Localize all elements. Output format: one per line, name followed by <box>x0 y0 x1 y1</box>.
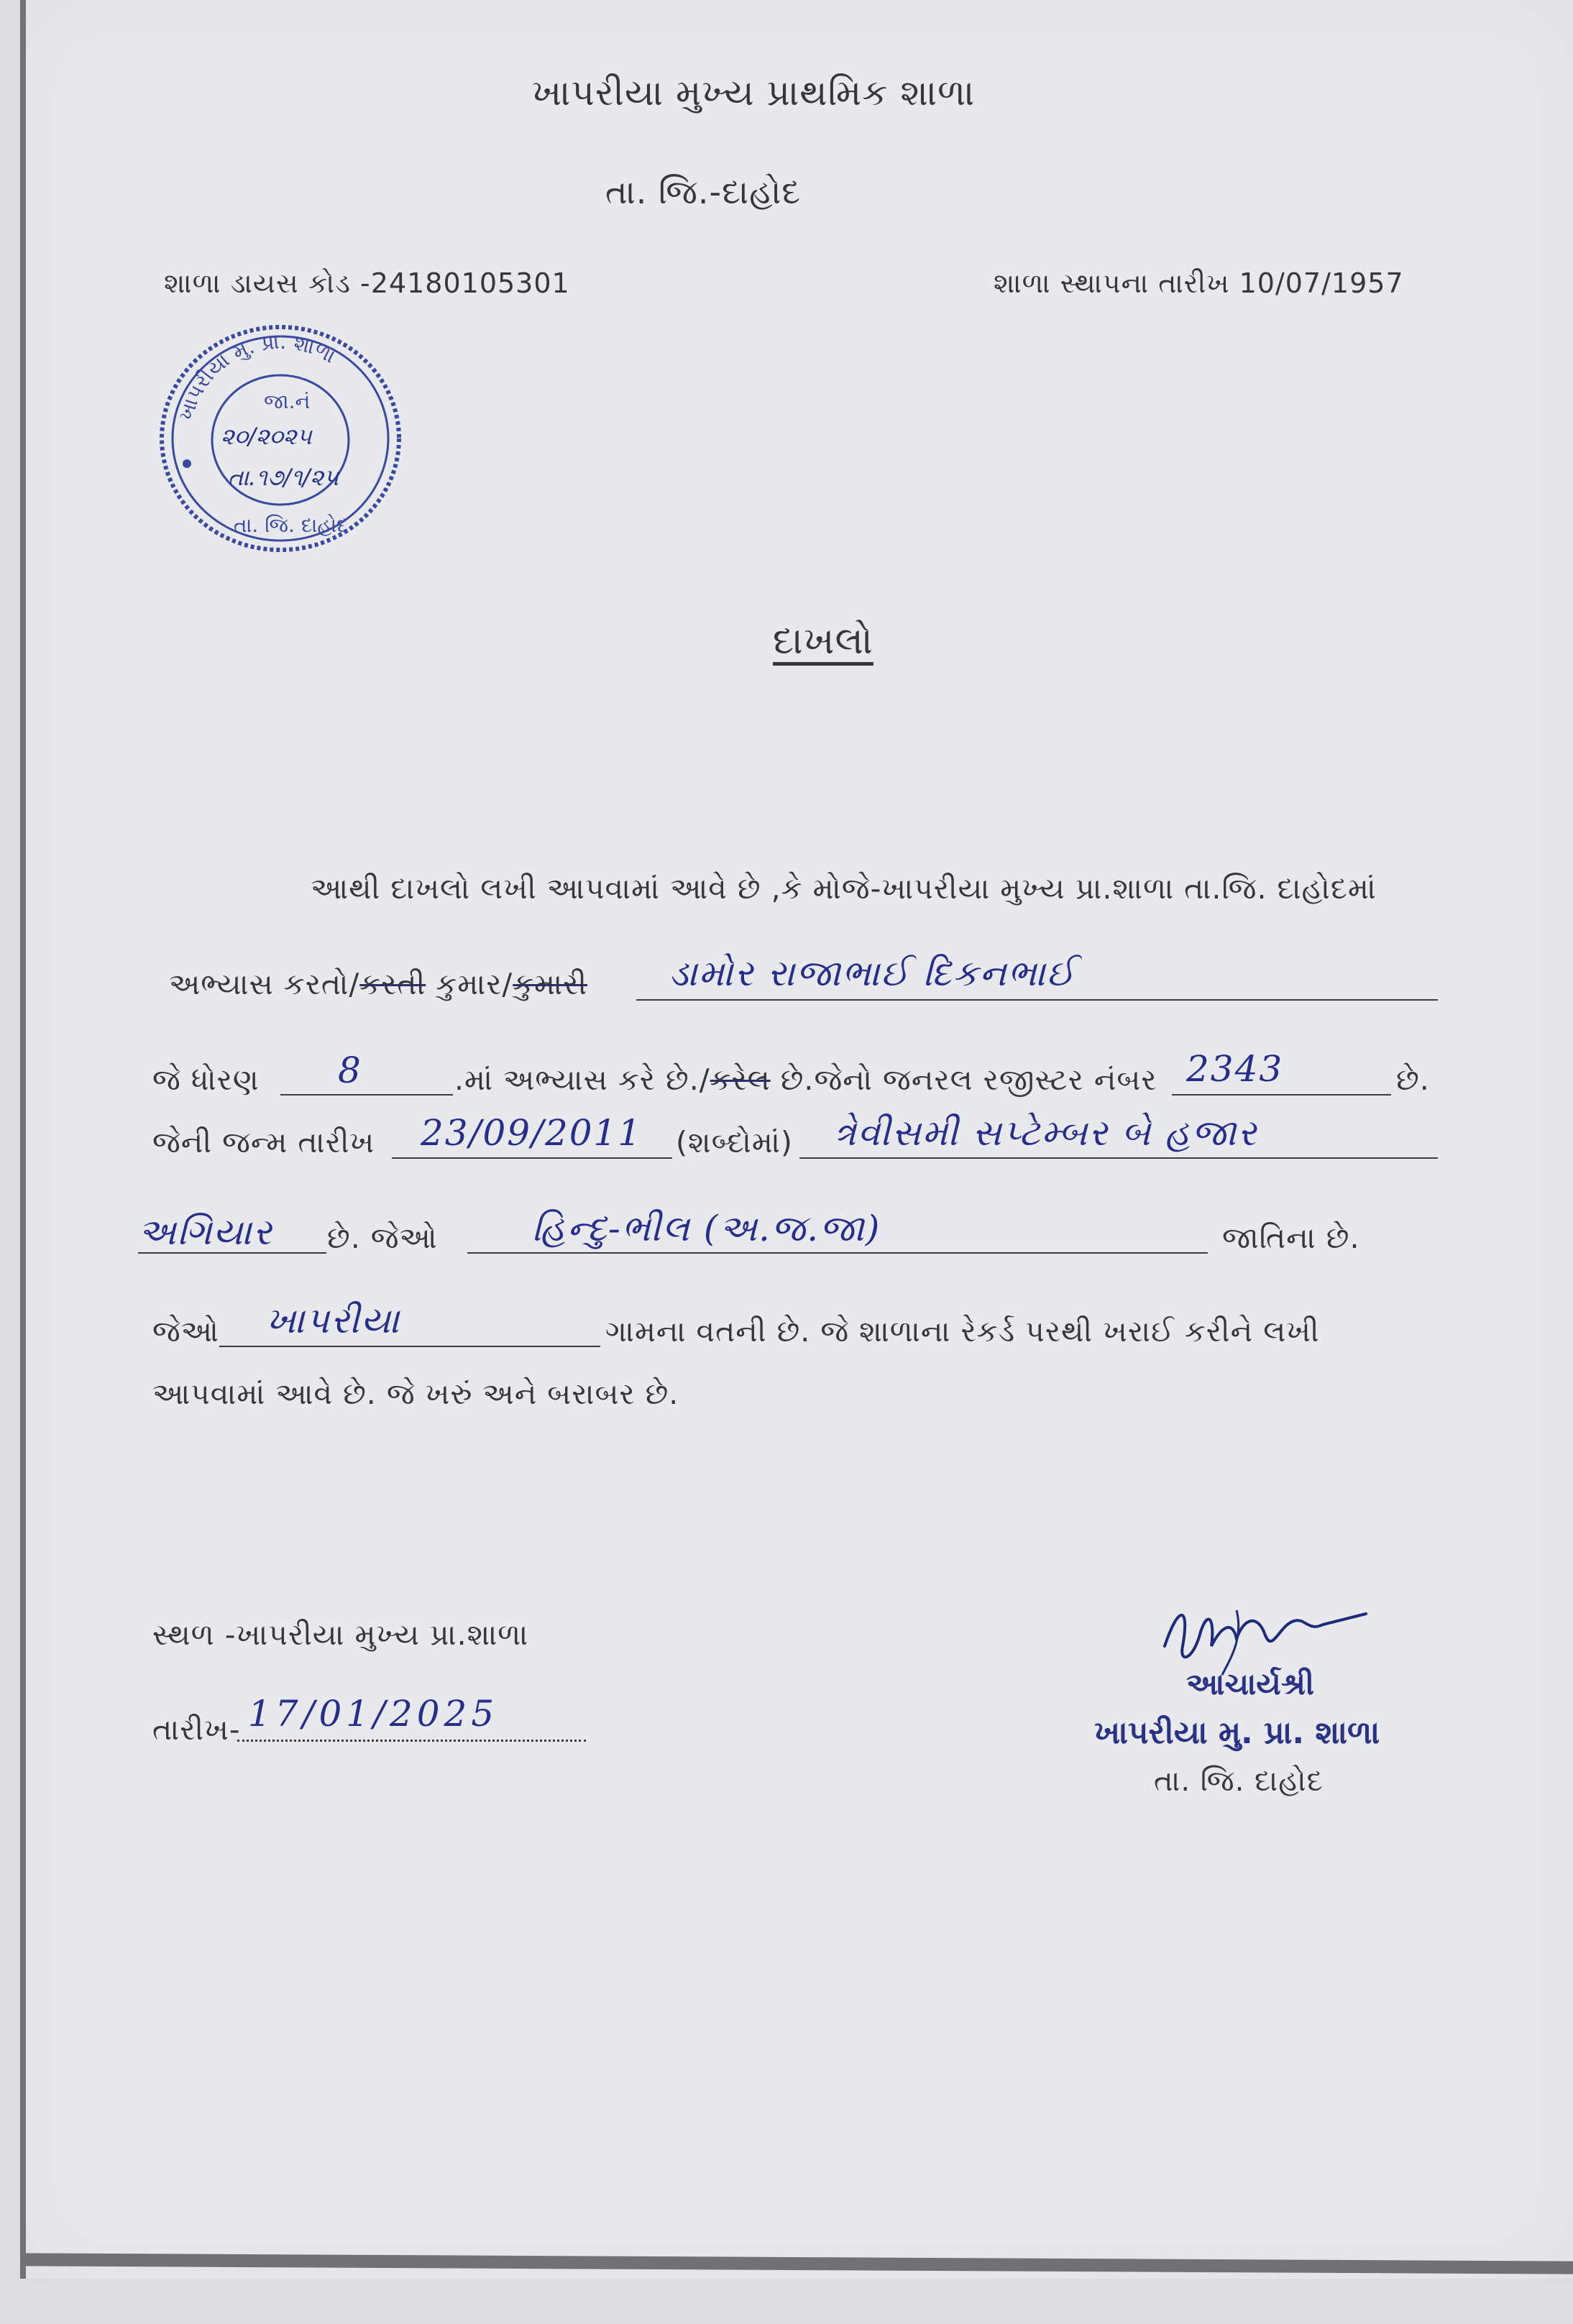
signatory-title: આચાર્યશ્રી <box>1186 1666 1314 1701</box>
standard-text: .માં અભ્યાસ કરે છે./કરેલ છે.જેનો જનરલ રજીસ્ટર નંબર <box>454 1062 1157 1097</box>
establishment-date: શાળા સ્થાપના તારીખ 10/07/1957 <box>994 267 1404 299</box>
gr-suffix: છે. <box>1396 1062 1430 1097</box>
certificate-title: દાખલો <box>773 620 873 663</box>
issue-date: 17/01/2025 <box>248 1693 499 1735</box>
village-text: ગામના વતની છે. જે શાળાના રેકર્ડ પરથી ખરાઈ કરીને લખી <box>605 1314 1320 1349</box>
seal-date-value: તા.૧૭/૧/૨૫ <box>228 464 339 491</box>
caste-suffix: જાતિના છે. <box>1222 1221 1360 1255</box>
seal-bottom-text: તા. જિ. દાહોદ <box>234 513 348 537</box>
name-underline <box>636 999 1438 1001</box>
standard-value: 8 <box>338 1050 362 1091</box>
signatory-school: ખાપરીયા મુ. પ્રા. શાળા <box>1094 1714 1380 1751</box>
gr-number: 2343 <box>1186 1048 1284 1090</box>
dise-code: શાળા ડાયસ કોડ -24180105301 <box>164 267 570 299</box>
seal-no-label: જા.નં <box>264 390 311 413</box>
gr-underline <box>1172 1094 1391 1096</box>
dob-words-continued: અગિયાર <box>138 1211 273 1253</box>
intro-text: આથી દાખલો લખી આપવામાં આવે છે ,કે મોજે-ખાપરીયા મુખ્ય પ્રા.શાળા તા.જિ. દાહોદમાં <box>311 871 1377 906</box>
dob-words-underline <box>799 1157 1438 1159</box>
school-name-heading: ખાપરીયા મુખ્ય પ્રાથમિક શાળા <box>532 72 976 114</box>
page-left-edge <box>20 0 26 2279</box>
seal-top-text: ખાપરીયા મુ. પ્રા. શાળા <box>173 329 340 423</box>
studying-label: અભ્યાસ કરતો/કરતી કુમાર/કુમારી <box>169 967 588 1001</box>
signatory-place: તા. જિ. દાહોદ <box>1154 1765 1324 1798</box>
student-name: ડામોર રાજાભાઈ દિકનભાઈ <box>669 952 1076 994</box>
date-label: તારીખ- <box>152 1712 241 1747</box>
caste-value: હિન્દુ-ભીલ (અ.જ.જા) <box>532 1208 881 1249</box>
school-seal <box>155 316 421 561</box>
village-value: ખાપરીયા <box>266 1300 401 1341</box>
village-label: જેઓ <box>152 1314 219 1349</box>
village-underline <box>219 1346 600 1347</box>
dob-label: જેની જન્મ તારીખ <box>152 1125 375 1159</box>
dob-words-label: (શબ્દોમાં) <box>676 1125 793 1159</box>
caste-label: છે. જેઓ <box>327 1221 438 1255</box>
dob-value: 23/09/2011 <box>421 1112 643 1154</box>
caste-underline <box>467 1252 1208 1254</box>
date-dotted-line <box>237 1740 586 1742</box>
closing-text: આપવામાં આવે છે. જે ખરું અને બરાબર છે. <box>152 1377 679 1411</box>
standard-underline <box>280 1094 453 1096</box>
place-text: સ્થળ -ખાપરીયા મુખ્ય પ્રા.શાળા <box>152 1617 529 1652</box>
dob-underline <box>392 1157 672 1159</box>
taluka-district-heading: તા. જિ.-દાહોદ <box>605 173 802 211</box>
seal-no-value: ૨૦/૨૦૨૫ <box>221 423 312 450</box>
dob-words: ત્રેવીસમી સપ્ટેમ્બર બે હજાર <box>834 1112 1258 1154</box>
dob-words-cont-underline <box>138 1252 326 1254</box>
standard-label: જે ધોરણ <box>152 1062 260 1097</box>
